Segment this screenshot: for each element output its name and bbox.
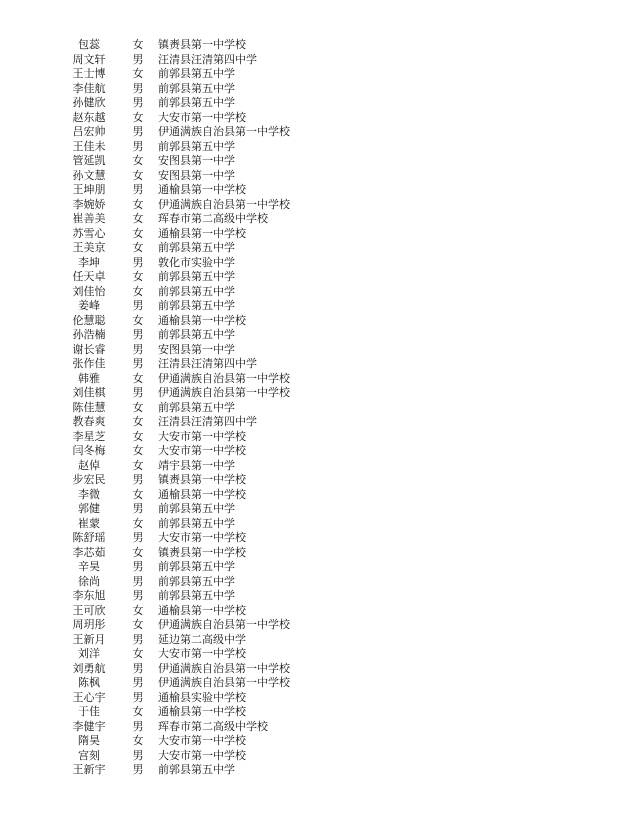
student-gender: 男 [132,589,144,602]
student-name: 陈枫 [78,676,100,689]
student-school: 前郭县第五中学 [158,328,235,341]
list-row [0,401,632,416]
list-row [0,169,632,184]
student-gender: 女 [132,516,144,530]
list-row [0,415,632,430]
list-row [0,473,632,488]
list-row [0,67,632,82]
list-row [0,256,632,271]
student-name: 王佳未 [72,139,106,153]
student-school: 大安市第一中学校 [158,734,246,747]
student-name: 崔蒙 [78,516,100,530]
student-gender: 女 [132,371,144,385]
student-name: 孙文慧 [72,168,106,182]
student-school: 伊通满族自治县第一中学校 [158,661,290,675]
list-row [0,560,632,575]
list-row [0,212,632,227]
list-row [0,328,632,343]
student-school: 伊通满族自治县第一中学校 [158,371,290,385]
student-name: 姜峰 [78,299,100,312]
list-row [0,589,632,604]
student-name: 伦慧聪 [72,313,106,327]
student-gender: 男 [132,299,144,312]
list-row [0,285,632,300]
student-school: 通榆县第一中学校 [158,226,246,240]
student-school: 伊通满族自治县第一中学校 [158,197,290,211]
list-row [0,763,632,778]
list-row [0,82,632,97]
student-name: 王坤朋 [72,183,106,196]
student-gender: 男 [132,125,144,138]
list-row [0,459,632,474]
student-name: 刘佳怡 [72,284,106,298]
student-name: 王新宇 [72,763,106,776]
student-school: 前郭县第五中学 [158,67,235,80]
student-school: 延边第二高级中学 [158,632,246,646]
student-school: 前郭县第五中学 [158,763,235,776]
student-gender: 女 [132,313,144,327]
student-name: 王心宇 [72,690,106,704]
student-name: 孙健欣 [72,96,106,109]
student-school: 前郭县第五中学 [158,241,235,254]
student-gender: 女 [132,241,144,254]
student-gender: 男 [132,632,144,646]
student-gender: 女 [132,212,144,225]
student-name: 包蕊 [78,38,100,51]
student-name: 辛昊 [78,560,100,573]
list-row [0,154,632,169]
student-gender: 男 [132,560,144,573]
student-name: 步宏民 [72,473,106,486]
student-name: 徐尚 [78,574,100,588]
student-gender: 男 [132,473,144,486]
student-school: 前郭县第五中学 [158,516,235,530]
list-row [0,430,632,445]
student-school: 前郭县第五中学 [158,96,235,109]
student-name: 于佳 [78,705,100,718]
student-gender: 男 [132,255,144,269]
student-name: 周玥彤 [72,618,106,631]
student-school: 安图县第一中学 [158,342,235,356]
student-gender: 男 [132,183,144,196]
student-school: 伊通满族自治县第一中学校 [158,618,290,631]
student-school: 前郭县第五中学 [158,139,235,153]
student-gender: 女 [132,603,144,617]
student-school: 通榆县第一中学校 [158,487,246,501]
student-name: 李星芝 [72,429,106,443]
student-name: 教春爽 [72,415,106,428]
student-school: 通榆县第一中学校 [158,603,246,617]
student-school: 汪清县汪清第四中学 [158,415,257,428]
list-row [0,183,632,198]
student-school: 敦化市实验中学 [158,255,235,269]
list-row [0,444,632,459]
list-row [0,357,632,372]
list-row [0,38,632,53]
list-row [0,604,632,619]
student-gender: 女 [132,284,144,298]
student-name: 崔善美 [72,212,106,225]
student-school: 大安市第一中学校 [158,647,246,660]
student-gender: 男 [132,719,144,733]
list-row [0,676,632,691]
student-name: 李佳航 [72,81,106,95]
student-school: 汪清县汪清第四中学 [158,52,257,66]
list-row [0,734,632,749]
student-school: 前郭县第五中学 [158,81,235,95]
list-row [0,647,632,662]
student-name: 孙浩楠 [72,328,106,341]
student-gender: 女 [132,705,144,718]
list-row [0,270,632,285]
list-row [0,372,632,387]
student-gender: 男 [132,81,144,95]
student-name: 王美京 [72,241,106,254]
list-row [0,633,632,648]
list-row [0,53,632,68]
student-school: 靖宇县第一中学 [158,458,235,472]
student-name: 王可欣 [72,603,106,617]
student-name: 李婉娇 [72,197,106,211]
student-name: 任天卓 [72,270,106,283]
list-row [0,198,632,213]
student-school: 大安市第一中学校 [158,110,246,124]
student-name: 李坤 [78,255,100,269]
student-name: 王士博 [72,67,106,80]
list-row [0,618,632,633]
student-gender: 女 [132,444,144,457]
student-gender: 男 [132,386,144,399]
student-name: 李健宇 [72,719,106,733]
student-name: 赵倬 [78,458,100,472]
student-gender: 男 [132,574,144,588]
student-gender: 男 [132,96,144,109]
list-row [0,140,632,155]
student-school: 前郭县第五中学 [158,270,235,283]
list-row [0,546,632,561]
list-row [0,299,632,314]
student-gender: 男 [132,690,144,704]
list-row [0,691,632,706]
student-school: 通榆县第一中学校 [158,183,246,196]
student-gender: 女 [132,734,144,747]
list-row [0,241,632,256]
student-school: 前郭县第五中学 [158,560,235,573]
student-gender: 女 [132,487,144,501]
list-row [0,386,632,401]
student-name: 刘勇航 [72,661,106,675]
student-gender: 男 [132,763,144,776]
student-gender: 女 [132,226,144,240]
student-school: 大安市第一中学校 [158,429,246,443]
student-gender: 女 [132,270,144,283]
student-gender: 男 [132,342,144,356]
student-school: 前郭县第五中学 [158,589,235,602]
list-row [0,125,632,140]
student-gender: 男 [132,328,144,341]
student-gender: 女 [132,647,144,660]
student-school: 大安市第一中学校 [158,444,246,457]
student-gender: 女 [132,110,144,124]
student-gender: 女 [132,429,144,443]
list-row [0,111,632,126]
student-gender: 男 [132,676,144,689]
student-name: 刘佳棋 [72,386,106,399]
student-school: 伊通满族自治县第一中学校 [158,386,290,399]
student-name: 吕宏帅 [72,125,106,138]
student-name: 郭健 [78,502,100,515]
student-name: 宫刻 [78,748,100,762]
student-school: 前郭县第五中学 [158,502,235,515]
student-name: 赵东越 [72,110,106,124]
student-school: 前郭县第五中学 [158,284,235,298]
list-row [0,314,632,329]
student-name: 苏雪心 [72,226,106,240]
list-row [0,531,632,546]
list-row [0,575,632,590]
student-name: 李微 [78,487,100,501]
student-school: 汪清县汪清第四中学 [158,357,257,370]
student-school: 大安市第一中学校 [158,531,246,544]
student-school: 安图县第一中学 [158,154,235,167]
student-gender: 男 [132,139,144,153]
student-school: 前郭县第五中学 [158,574,235,588]
student-name: 李东旭 [72,589,106,602]
list-row [0,488,632,503]
student-gender: 男 [132,661,144,675]
student-school: 通榆县实验中学校 [158,690,246,704]
student-name: 刘洋 [78,647,100,660]
student-gender: 女 [132,67,144,80]
list-row [0,662,632,677]
student-name: 闫冬梅 [72,444,106,457]
student-gender: 女 [132,38,144,51]
student-name: 李芯茹 [72,545,106,559]
student-school: 通榆县第一中学校 [158,705,246,718]
list-row [0,705,632,720]
student-name: 隋昊 [78,734,100,747]
student-gender: 女 [132,197,144,211]
student-name: 周文轩 [72,52,106,66]
student-school: 前郭县第五中学 [158,299,235,312]
student-school: 大安市第一中学校 [158,748,246,762]
student-school: 伊通满族自治县第一中学校 [158,125,290,138]
student-list [0,38,632,778]
student-gender: 男 [132,502,144,515]
list-row [0,343,632,358]
student-school: 镇赉县第一中学校 [158,473,246,486]
student-gender: 男 [132,531,144,544]
student-name: 陈佳慧 [72,400,106,414]
student-school: 珲春市第二高级中学校 [158,212,268,225]
student-gender: 女 [132,415,144,428]
student-name: 王新月 [72,632,106,646]
student-school: 镇赉县第一中学校 [158,38,246,51]
student-gender: 男 [132,748,144,762]
list-row [0,517,632,532]
student-name: 陈舒瑶 [72,531,106,544]
student-gender: 男 [132,52,144,66]
student-name: 谢长睿 [72,342,106,356]
list-row [0,96,632,111]
student-name: 张作佳 [72,357,106,370]
student-gender: 女 [132,618,144,631]
student-gender: 女 [132,154,144,167]
student-gender: 女 [132,458,144,472]
student-gender: 男 [132,357,144,370]
student-school: 伊通满族自治县第一中学校 [158,676,290,689]
student-name: 管延凯 [72,154,106,167]
student-gender: 女 [132,545,144,559]
list-row [0,720,632,735]
student-gender: 女 [132,168,144,182]
student-school: 安图县第一中学 [158,168,235,182]
student-school: 通榆县第一中学校 [158,313,246,327]
student-name: 韩雅 [78,371,100,385]
list-row [0,502,632,517]
student-school: 珲春市第二高级中学校 [158,719,268,733]
list-row [0,749,632,764]
student-gender: 女 [132,400,144,414]
student-school: 镇赉县第一中学校 [158,545,246,559]
student-school: 前郭县第五中学 [158,400,235,414]
list-row [0,227,632,242]
